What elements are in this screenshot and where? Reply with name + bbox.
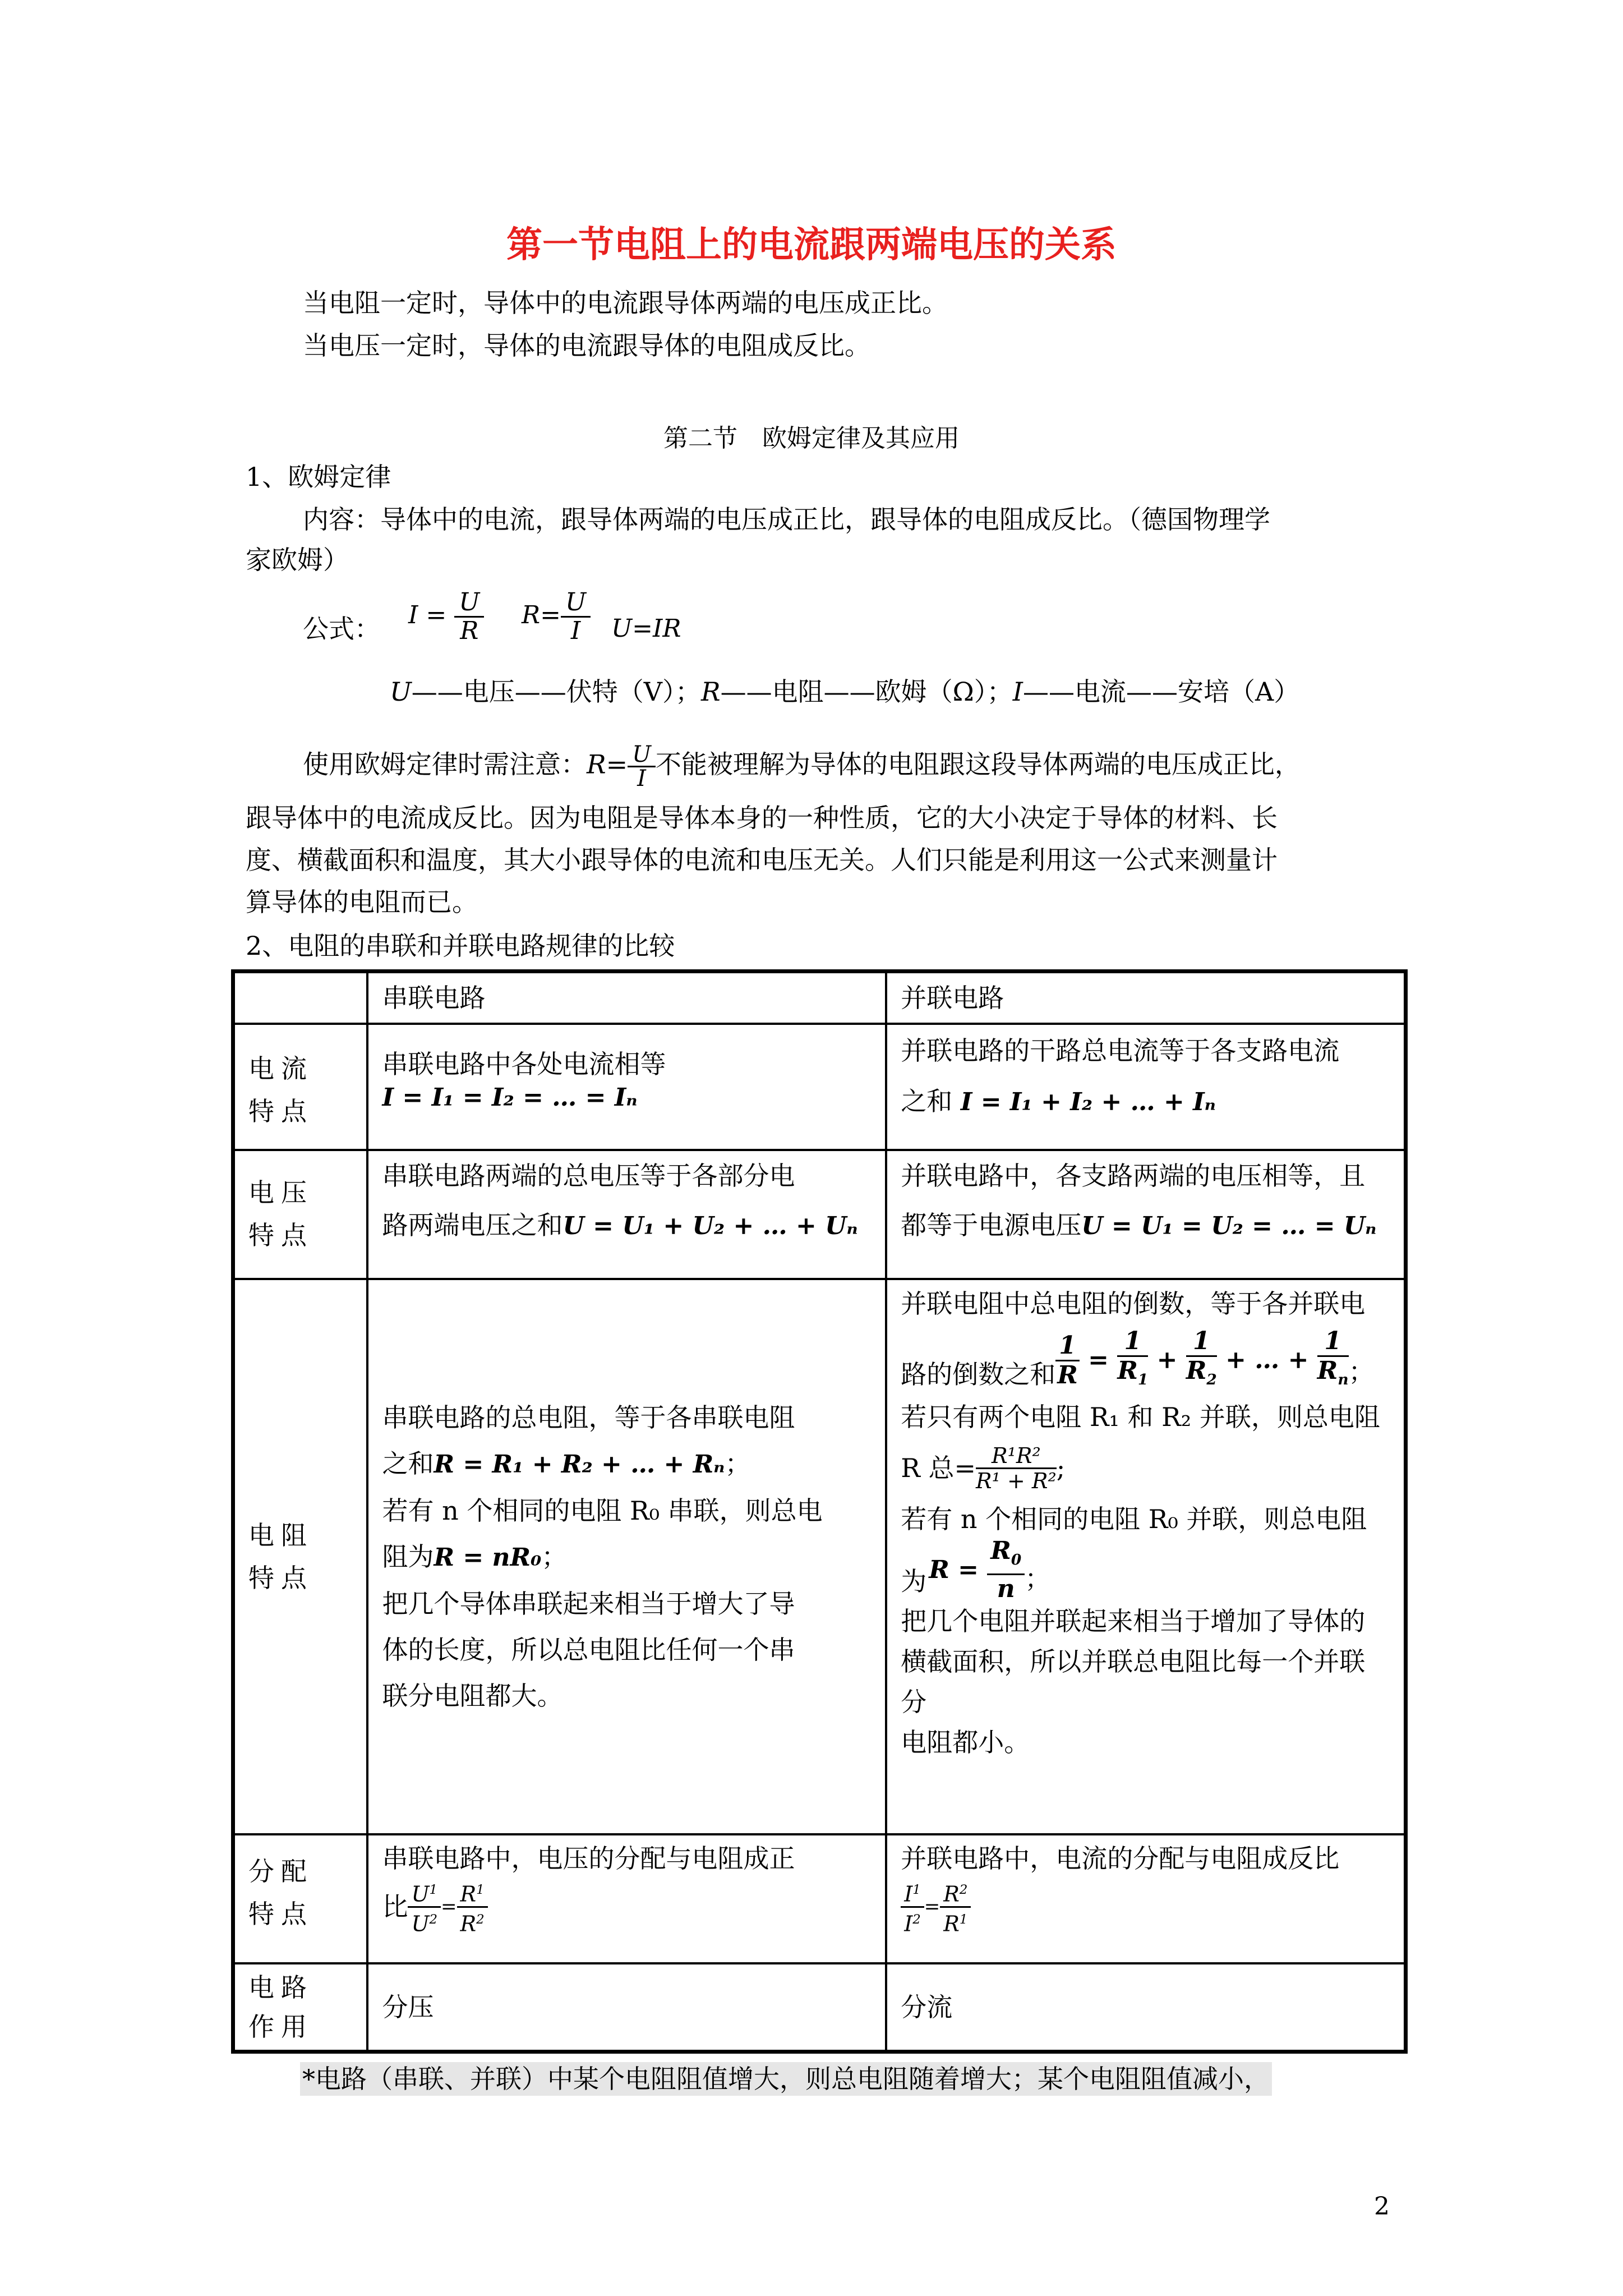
- table-row-resistance: [233, 1279, 1406, 1834]
- resistance-series-line-2: 之和R = R₁ + R₂ + … + Rₙ；: [382, 1448, 751, 1479]
- section1-paragraph-2: 当电压一定时，导体的电流跟导体的电阻成反比。: [303, 330, 870, 361]
- unit-current-text: ——电流——安培（A）: [1022, 677, 1300, 707]
- unit-voltage-text: ——电压——伏特（V）；: [411, 677, 702, 707]
- formula-current-numerator: U: [454, 589, 484, 618]
- voltage-parallel-line-1: 并联电路中，各支路两端的电压相等，且: [901, 1161, 1366, 1191]
- current-series-equation: I = I₁ = I₂ = … = Iₙ: [382, 1083, 638, 1112]
- formula-resistance-lhs: R=: [522, 601, 561, 629]
- unit-current-symbol: I: [1012, 677, 1023, 707]
- voltage-parallel-line-2: [901, 1197, 1390, 1254]
- table-row-current: [233, 1024, 1406, 1150]
- n-equal-fraction: $\frac{R_0}{n}$: [987, 1537, 1025, 1604]
- comparison-table: [231, 969, 1408, 2054]
- two-resistor-fraction: [976, 1444, 1057, 1493]
- resistance-parallel-line-1: 并联电阻中总电阻的倒数，等于各并联电: [901, 1289, 1366, 1319]
- resistance-parallel-line-7: 横截面积，所以并联总电阻比每一个并联分: [901, 1646, 1366, 1717]
- header-parallel: 并联电路: [886, 972, 1405, 1024]
- current-series-text: 串联电路中各处电流相等: [382, 1049, 666, 1079]
- heading-ohms-law: 1、欧姆定律: [246, 462, 391, 492]
- voltage-series-equation: U = U₁ + U₂ + … + Uₙ: [562, 1212, 858, 1240]
- unit-voltage-symbol: U: [390, 677, 412, 707]
- formula-current-fraction: [454, 589, 484, 645]
- explanation-line-2: 度、横截面积和温度，其大小跟导体的电流和电压无关。人们只能是利用这一公式来测量计: [246, 845, 1278, 875]
- header-series: 串联电路: [367, 972, 886, 1024]
- reciprocal-r2: $\frac{1}{R_2}$: [1186, 1326, 1217, 1388]
- section1-title: 第一节电阻上的电流跟两端电压的关系: [506, 224, 1117, 266]
- table-row-voltage: [233, 1150, 1406, 1279]
- table-header-row: [233, 972, 1406, 1024]
- voltage-series-line-2: [382, 1197, 872, 1254]
- bottom-note: *电路（串联、并联）中某个电阻阻值增大，则总电阻随着增大；某个电阻阻值减小，: [300, 2062, 1272, 2096]
- voltage-series-line-1: 串联电路两端的总电压等于各部分电: [382, 1161, 795, 1191]
- resistance-series-line-7: 联分电阻都大。: [382, 1681, 563, 1711]
- row-label-distribution-text: 分配特点: [248, 1856, 313, 1929]
- table-row-distribution: [233, 1834, 1406, 1963]
- section2-title: 第二节 欧姆定律及其应用: [663, 424, 960, 453]
- usage-note-line: [303, 743, 1301, 790]
- current-parallel-line-2: [901, 1073, 1390, 1130]
- resistance-parallel-line-6: 把几个电阻并联起来相当于增加了导体的: [901, 1606, 1366, 1636]
- units-line: [390, 676, 1299, 707]
- reciprocal-r1: $\frac{1}{R_1}$: [1117, 1326, 1149, 1388]
- resistance-parallel-rtotal: R 总=: [901, 1453, 976, 1483]
- formula-resistance-numerator: U: [561, 589, 591, 618]
- distribution-parallel-cell: [886, 1834, 1405, 1963]
- resistance-parallel-line-2: 路的倒数之和 $\frac{1}{R}$ = $\frac{1}{R_1}$ + $\frac{1}{R_2}$ + … + $\frac{1}{R_n}$ ；: [901, 1324, 1390, 1397]
- row-label-resistance: [233, 1279, 368, 1834]
- current-parallel-equation: I = I₁ + I₂ + … + Iₙ: [960, 1088, 1216, 1116]
- table-row-role: [233, 1963, 1406, 2052]
- unit-resistance-symbol: R: [701, 677, 721, 707]
- explanation-line-3: 算导体的电阻而已。: [246, 887, 478, 917]
- formula-label: 公式：: [303, 614, 380, 644]
- voltage-parallel-cell: [886, 1150, 1405, 1279]
- resistance-parallel-line-5: 为 R = $\frac{R_0}{n}$ ；: [901, 1536, 1051, 1604]
- ohms-law-content-line-2: 家欧姆）: [246, 545, 349, 575]
- resistance-series-equation-2: R = nR₀: [434, 1543, 542, 1572]
- usage-note-suffix: 不能被理解为导体的电阻跟这段导体两端的电压成正比，: [655, 749, 1301, 780]
- usage-note-fraction: [628, 743, 656, 790]
- row-label-current: [233, 1024, 368, 1150]
- unit-resistance-text: ——电阻——欧姆（Ω）；: [720, 677, 1013, 707]
- usage-note-formula-lhs: R=: [587, 749, 628, 780]
- formula-voltage: U=IR: [611, 614, 681, 643]
- heading-comparison: 2、电阻的串联和并联电路规律的比较: [246, 931, 675, 961]
- resistance-parallel-line-8: 电阻都小。: [901, 1727, 1030, 1757]
- resistance-parallel-prefix: 路的倒数之和: [901, 1359, 1056, 1389]
- row-label-current-text: 电流特点: [248, 1053, 313, 1126]
- formula-resistance: [522, 589, 591, 645]
- resistance-parallel-prefix-2: 为: [901, 1566, 927, 1596]
- two-resistor-numerator: R¹R²: [976, 1444, 1057, 1469]
- distribution-parallel-text: 并联电路中，电流的分配与电阻成反比: [901, 1843, 1340, 1874]
- formula-resistance-denominator: I: [570, 616, 581, 645]
- row-label-role: [233, 1963, 368, 2052]
- reciprocal-total: $\frac{1}{R}$: [1055, 1332, 1080, 1389]
- row-label-voltage: [233, 1150, 368, 1279]
- role-series-cell: 分压: [367, 1963, 886, 2052]
- row-label-resistance-text: 电阻特点: [248, 1520, 313, 1593]
- formula-resistance-fraction: [561, 589, 591, 645]
- resistance-series-line-1: 串联电路的总电阻，等于各串联电阻: [382, 1402, 795, 1433]
- usage-note-denominator: I: [637, 766, 646, 792]
- role-parallel-cell: 分流: [886, 1963, 1405, 2052]
- voltage-series-cell: [367, 1150, 886, 1279]
- formula-current-lhs: I =: [408, 601, 447, 629]
- resistance-parallel-line-4: 若有 n 个相同的电阻 R₀ 并联，则总电阻: [901, 1504, 1367, 1534]
- row-label-role-text: 电路作用: [248, 1972, 313, 2042]
- distribution-series-cell: [367, 1834, 886, 1963]
- resistance-series-equation: R = R₁ + R₂ + … + Rₙ: [434, 1450, 725, 1479]
- explanation-line-1: 跟导体中的电流成反比。因为电阻是导体本身的一种性质，它的大小决定于导体的材料、长: [246, 803, 1278, 833]
- distribution-series-text: 串联电路中，电压的分配与电阻成正: [382, 1843, 795, 1874]
- distribution-series-formula: 比 $\frac{U^1}{U^2}$ = $\frac{R^1}{R^2}$: [382, 1878, 872, 1935]
- row-label-distribution: [233, 1834, 368, 1963]
- resistance-series-cell: [367, 1279, 886, 1834]
- formula-current-denominator: R: [460, 616, 479, 645]
- distribution-series-prefix: 比: [382, 1892, 408, 1922]
- ohms-law-content-line-1: 内容：导体中的电流，跟导体两端的电压成正比，跟导体的电阻成反比。（德国物理学: [303, 504, 1270, 535]
- current-parallel-cell: [886, 1024, 1405, 1150]
- current-parallel-prefix: 之和: [901, 1086, 953, 1116]
- two-resistor-denominator: R¹ + R²: [976, 1468, 1057, 1493]
- resistance-series-prefix-2: 阻为: [382, 1542, 434, 1572]
- resistance-parallel-line-3: 若只有两个电阻 R₁ 和 R₂ 并联，则总电阻: [901, 1402, 1380, 1432]
- voltage-parallel-equation: U = U₁ = U₂ = … = Uₙ: [1081, 1212, 1377, 1240]
- current-series-cell: [367, 1024, 886, 1150]
- resistance-series-line-6: 体的长度，所以总电阻比任何一个串: [382, 1635, 795, 1665]
- voltage-parallel-prefix: 都等于电源电压: [901, 1210, 1082, 1240]
- voltage-series-prefix: 路两端电压之和: [382, 1210, 563, 1240]
- resistance-series-line-4: 阻为R = nR₀；: [382, 1542, 568, 1572]
- section1-paragraph-1: 当电阻一定时，导体中的电流跟导体两端的电压成正比。: [303, 288, 948, 318]
- usage-note-numerator: U: [628, 743, 656, 767]
- page-number: 2: [1374, 2192, 1390, 2221]
- reciprocal-rn: $\frac{1}{R_n}$: [1317, 1326, 1349, 1388]
- distribution-parallel-formula: $\frac{I^1}{I^2}$ = $\frac{R^2}{R^1}$: [901, 1878, 1390, 1935]
- resistance-series-line-3: 若有 n 个相同的电阻 R₀ 串联，则总电: [382, 1496, 823, 1526]
- resistance-parallel-two-formula: R 总= $\frac{\text{R¹R²}}{\text{R¹ + R²}}$ ;: [901, 1443, 1066, 1493]
- resistance-series-prefix: 之和: [382, 1448, 434, 1479]
- resistance-parallel-cell: [886, 1279, 1405, 1834]
- formula-current: [408, 589, 484, 645]
- row-label-voltage-text: 电压特点: [248, 1177, 313, 1250]
- current-parallel-text: 并联电路的干路总电流等于各支路电流: [901, 1036, 1340, 1066]
- usage-note-prefix: 使用欧姆定律时需注意：: [303, 749, 587, 780]
- header-empty-cell: [233, 972, 368, 1024]
- resistance-series-line-5: 把几个导体串联起来相当于增大了导: [382, 1589, 795, 1619]
